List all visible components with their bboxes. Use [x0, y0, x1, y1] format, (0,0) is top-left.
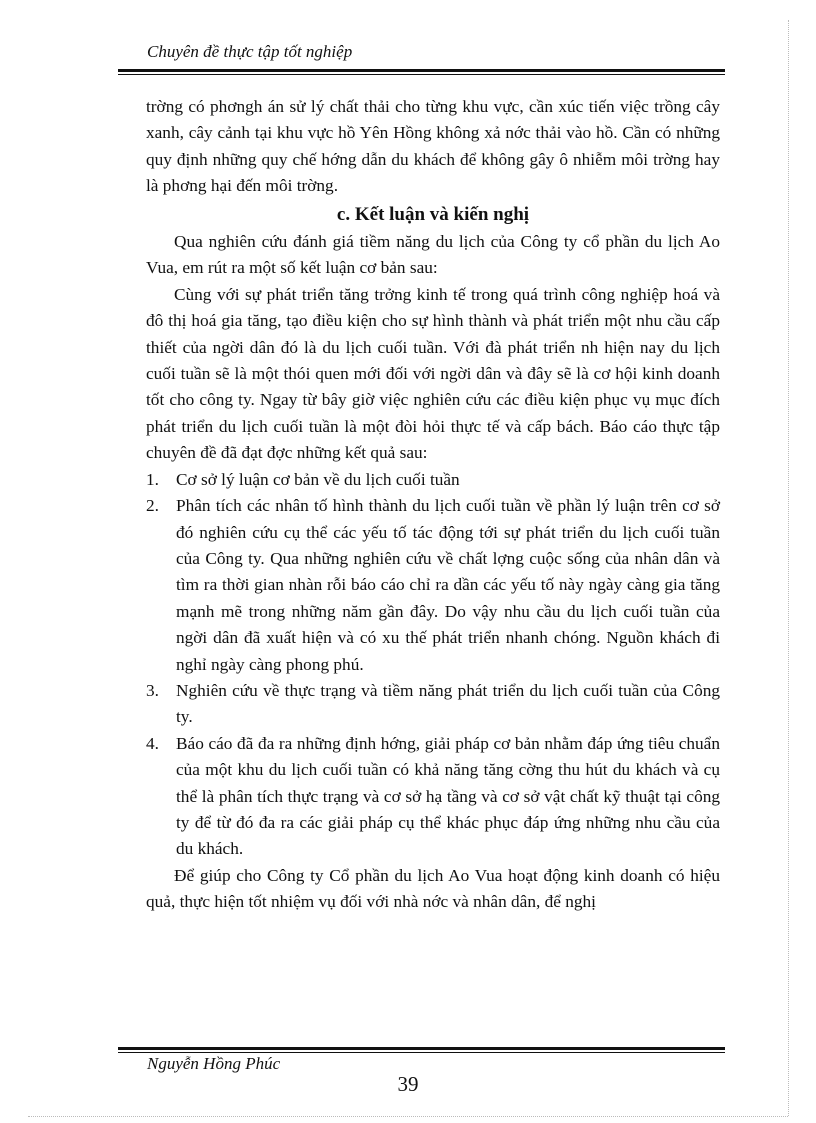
- page-border-right: [788, 20, 789, 1116]
- findings-list: [146, 467, 720, 863]
- header-rule-thick: [118, 69, 725, 72]
- list-item-number: 4.: [146, 733, 159, 753]
- list-item-text: Cơ sở lý luận cơ bản về du lịch cuối tuần: [176, 469, 460, 489]
- list-item: [146, 731, 720, 863]
- list-item: [146, 678, 720, 731]
- intro-paragraph: trờng có phơngh án sử lý chất thải cho từng khu vực, cần xúc tiến việc trồng cây xanh, cây cảnh tại khu vực hồ Yên Hồng không xả nớc thải vào hồ. Cần có những quy định những quy chế hớng dẫn du khách để không gây ô nhiễm môi trờng hay là phơng hại đến môi trờng.: [146, 97, 720, 196]
- section-heading: c. Kết luận và kiến nghị: [336, 203, 530, 225]
- paragraph-2: Cùng với sự phát triển tăng trởng kinh tế trong quá trình công nghiệp hoá và đô thị hoá gia tăng, tạo điều kiện cho sự hình thành và phát triển một nhu cầu cấp thiết của ngời dân đó là du lịch cuối tuần. Với đà phát triển nh hiện nay du lịch cuối tuần sẽ là một thói quen mới đối với ngời dân và đây sẽ là cơ hội kinh doanh tốt cho công ty. Ngay từ bây giờ việc nghiên cứu các điều kiện phục vụ mục đích phát triển du lịch cuối tuần là một đòi hỏi thực tế và cấp bách. Báo cáo thực tập chuyên đề đã đạt đợc những kết quả sau:: [146, 284, 720, 463]
- list-item-number: 2.: [146, 496, 159, 516]
- footer-rule-thin: [118, 1052, 725, 1053]
- list-item-number: 1.: [146, 469, 159, 489]
- list-item-text: Báo cáo đã đa ra những định hớng, giải pháp cơ bản nhằm đáp ứng tiêu chuẩn của một khu du lịch cuối tuần có khả năng tăng cờng thu hút du khách và cụ thể là phân tích thực trạng và cơ sở hạ tầng và cơ sở vật chất kỹ thuật tại công ty để từ đó đa ra các giải pháp cụ thể khác phục đáp ứng những nhu cầu của du khách.: [176, 733, 720, 859]
- footer-rule-thick: [118, 1047, 725, 1050]
- list-item-number: 3.: [146, 680, 159, 700]
- running-header: Chuyên đề thực tập tốt nghiệp: [147, 42, 353, 61]
- list-item: [146, 467, 720, 493]
- header-rule-thin: [118, 74, 725, 75]
- paragraph-1: Qua nghiên cứu đánh giá tiềm năng du lịch của Công ty cổ phần du lịch Ao Vua, em rút ra một số kết luận cơ bản sau:: [146, 232, 720, 278]
- paragraph-3: Để giúp cho Công ty Cổ phần du lịch Ao Vua hoạt động kinh doanh có hiệu quả, thực hiện tốt nhiệm vụ đối với nhà nớc và nhân dân, để nghị: [146, 865, 720, 912]
- list-item-text: Nghiên cứu về thực trạng và tiềm năng phát triển du lịch cuối tuần của Công ty.: [176, 680, 720, 727]
- list-item-text: Phân tích các nhân tố hình thành du lịch cuối tuần về phần lý luận trên cơ sở đó nghiên cứu cụ thể các yếu tố tác động tới sự phát triển du lịch cuối tuần của Công ty. Qua những nghiên cứu về chất lợng cuộc sống của nhân dân và tìm ra thời gian nhàn rỗi báo cáo chỉ ra dần các yếu tố này ngày càng gia tăng mạnh mẽ trong những năm gần đây. Do vậy nhu cầu du lịch cuối tuần của ngời dân đã xuất hiện và có xu thế phát triển nhanh chóng. Nguồn khách đi nghỉ ngày càng phong phú.: [176, 496, 720, 674]
- list-item: [146, 493, 720, 678]
- page-border-bottom: [28, 1116, 788, 1117]
- author-name: Nguyễn Hồng Phúc: [147, 1054, 281, 1073]
- page-number: 39: [397, 1072, 419, 1096]
- page-body: [146, 94, 720, 916]
